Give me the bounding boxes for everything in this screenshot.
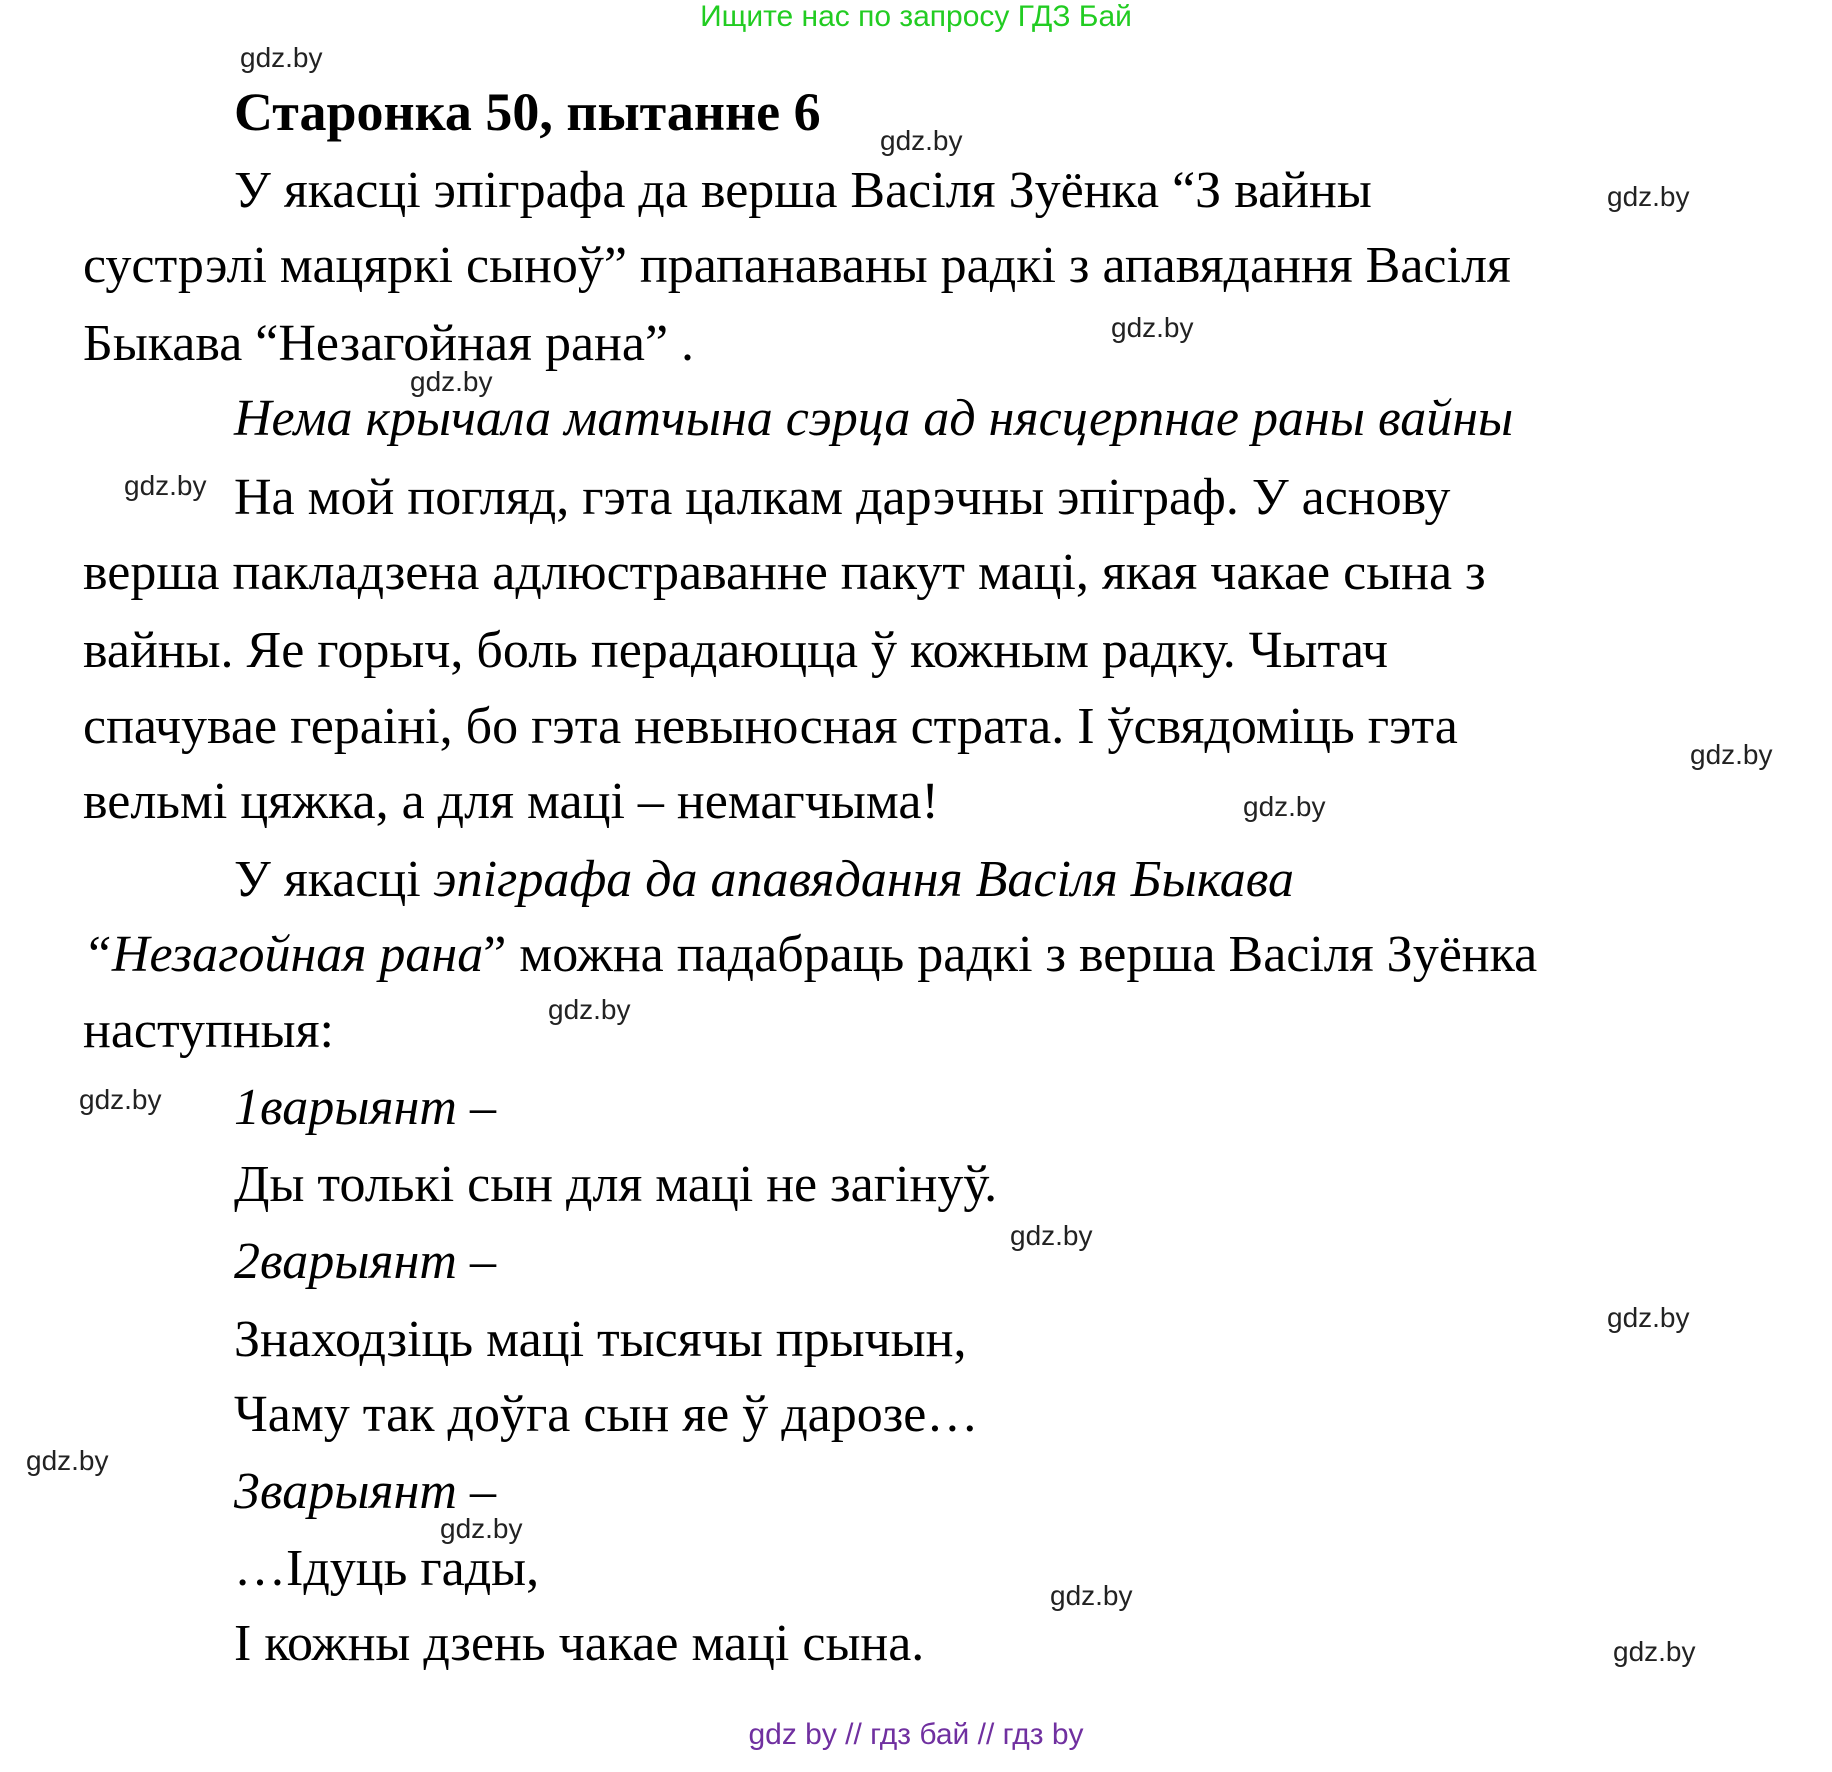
watermark: gdz.by (410, 366, 493, 397)
text-segment-italic: эпіграфа да апавядання Васіля Быкава (433, 851, 1294, 908)
watermark: gdz.by (240, 42, 323, 73)
poem-line: Ды толькі сын для маці не загінуў. (234, 1156, 998, 1213)
text-line (83, 925, 1537, 985)
variant-label: 1варыянт – (234, 1079, 496, 1136)
text-line: спачувае гераіні, бо гэта невыносная страта. І ўсвядоміць гэта (83, 698, 1458, 755)
footer-links: gdz by // гдз бай // гдз by (748, 1718, 1084, 1751)
text-line: верша пакладзена адлюстраванне пакут маці, якая чакае сына з (83, 544, 1486, 601)
text-segment: ” можна падабраць радкі з верша Васіля Зуёнка (483, 926, 1538, 983)
search-hint-banner: Ищите нас по запросу ГДЗ Бай (700, 0, 1132, 33)
poem-line: Чаму так доўга сын яе ў дарозе… (234, 1386, 979, 1443)
poem-line: Знаходзіць маці тысячы прычын, (234, 1311, 967, 1368)
text-line: вельмі цяжка, а для маці – немагчыма! (83, 773, 939, 830)
watermark: gdz.by (1607, 181, 1690, 212)
watermark: gdz.by (124, 470, 207, 501)
poem-line: І кожны дзень чакае маці сына. (234, 1615, 925, 1672)
text-segment: У якасці (234, 851, 434, 908)
variant-label: 2варыянт – (234, 1233, 496, 1290)
page-title: Старонка 50, пытанне 6 (234, 82, 821, 142)
text-line: наступныя: (83, 1002, 334, 1059)
watermark: gdz.by (1607, 1302, 1690, 1333)
watermark: gdz.by (1613, 1636, 1696, 1667)
variant-label: 3варыянт – (234, 1463, 496, 1520)
poem-line: …Ідуць гады, (234, 1540, 540, 1597)
text-line: сустрэлі мацяркі сыноў” прапанаваны радкі з апавядання Васіля (83, 237, 1511, 294)
watermark: gdz.by (1243, 791, 1326, 822)
text-line: Быкава “Незагойная рана” . (83, 315, 695, 372)
watermark: gdz.by (1010, 1220, 1093, 1251)
text-line (234, 850, 1294, 910)
text-segment-italic: “Незагойная рана (83, 926, 484, 983)
epigraph-quote: Нема крычала матчына сэрца ад нясцерпнае раны вайны (234, 390, 1514, 447)
watermark: gdz.by (880, 125, 963, 156)
watermark: gdz.by (26, 1445, 109, 1476)
text-line: вайны. Яе горыч, боль перадаюцца ў кожным радку. Чытач (83, 622, 1389, 679)
text-line: У якасці эпіграфа да верша Васіля Зуёнка “З вайны (234, 162, 1372, 219)
watermark: gdz.by (548, 994, 631, 1025)
text-line: На мой погляд, гэта цалкам дарэчны эпіграф. У аснову (234, 469, 1451, 526)
watermark: gdz.by (79, 1084, 162, 1115)
watermark: gdz.by (1050, 1580, 1133, 1611)
watermark: gdz.by (1111, 312, 1194, 343)
watermark: gdz.by (1690, 739, 1773, 770)
watermark: gdz.by (440, 1513, 523, 1544)
